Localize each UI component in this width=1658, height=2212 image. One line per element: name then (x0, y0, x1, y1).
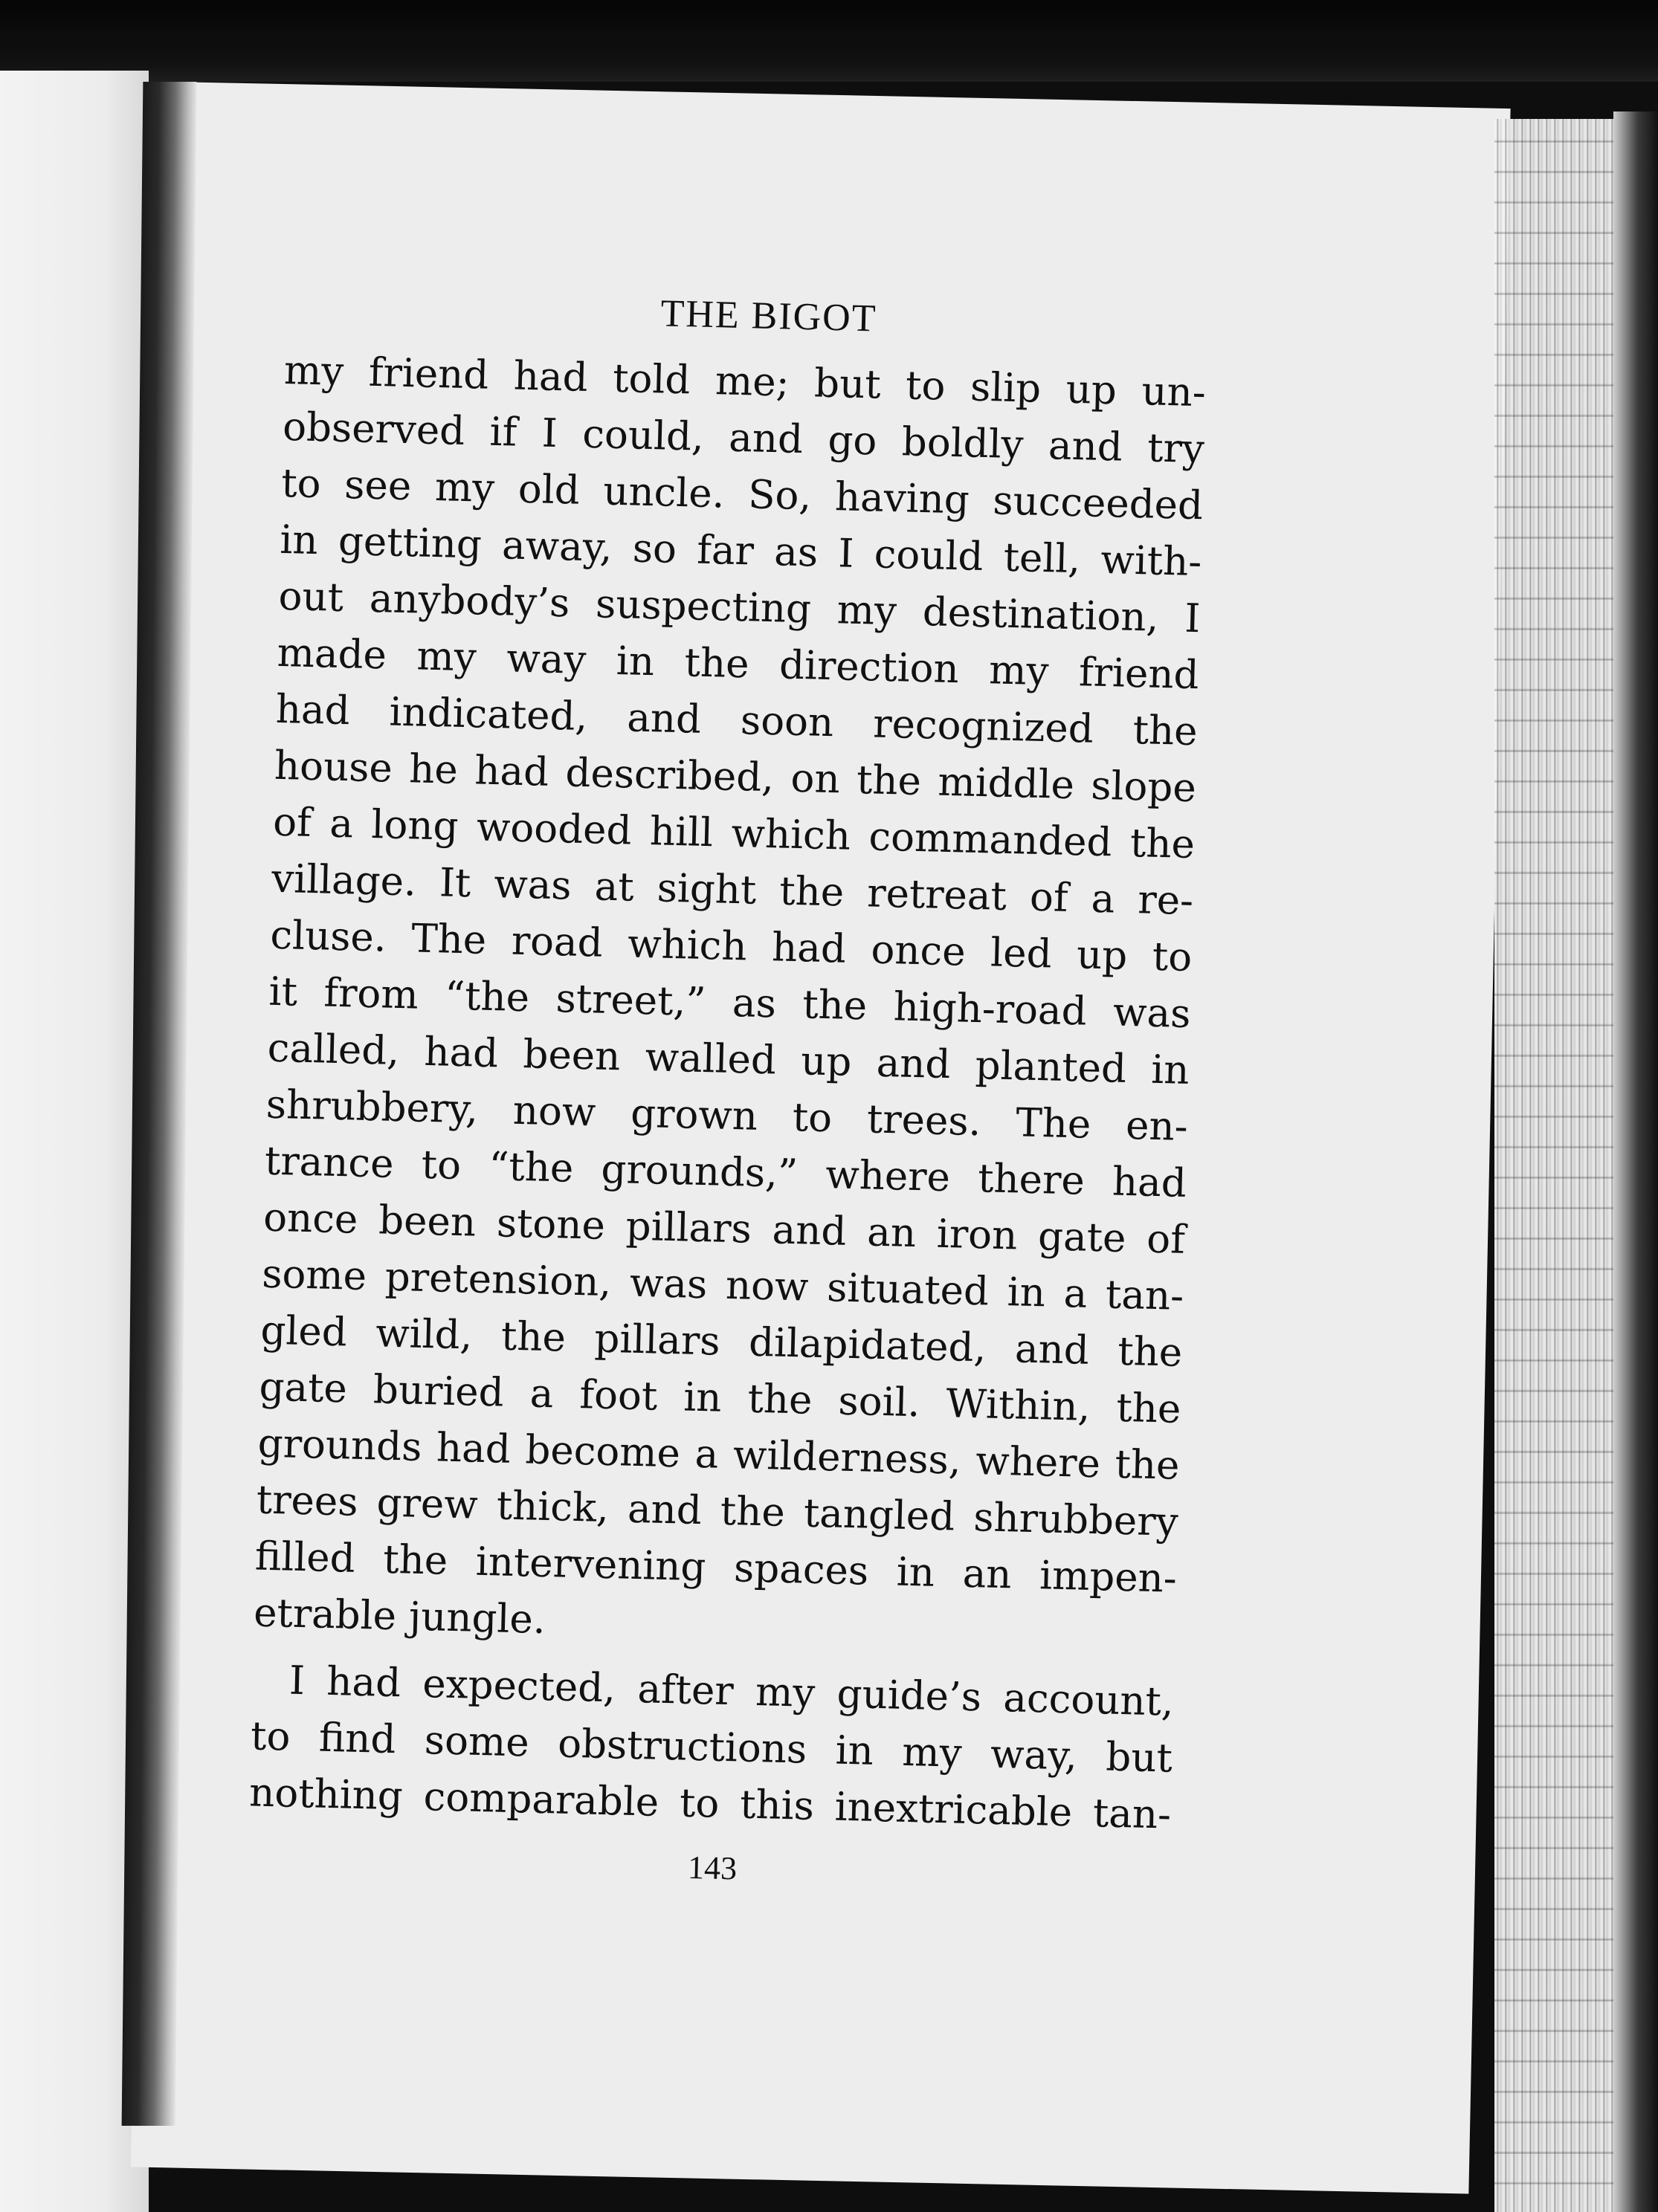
page-fore-edge (1494, 119, 1632, 2212)
text-line: of a long wooded hill which commanded the (272, 799, 1196, 868)
background-shadow (0, 0, 1658, 82)
running-head: THE BIGOT (659, 292, 878, 340)
paragraph-2 (248, 1652, 1174, 1843)
text-line: in getting away, so far as I could tell, with- (279, 517, 1202, 586)
text-line: had indicated, and soon recognized the (275, 686, 1199, 755)
paragraph-1 (253, 343, 1206, 1664)
text-line: cluse. The road which had once led up to (269, 912, 1193, 981)
text-line: gled wild, the pillars dilapidated, and the (259, 1307, 1183, 1376)
text-line: gate buried a foot in the soil. Within, the (258, 1364, 1182, 1432)
text-line: etrable jungle. (253, 1590, 546, 1643)
text-line: called, had been walled up and planted in (267, 1025, 1190, 1093)
text-line: some pretension, was now situated in a tan- (261, 1251, 1184, 1319)
text-line: village. It was at sight the retreat of a re- (271, 856, 1194, 925)
text-line: it from “the street,” as the high-road was (268, 968, 1192, 1038)
edge-shadow (1613, 111, 1658, 2212)
text-line: I had expected, after my guide’s account, (288, 1658, 1175, 1725)
text-line: once been stone pillars and an iron gate of (262, 1194, 1186, 1263)
text-line: my friend had told me; but to slip up un- (283, 347, 1207, 416)
text-line: to see my old uncle. So, having succeeded (280, 460, 1204, 529)
text-line: made my way in the direction my friend (277, 630, 1200, 699)
text-line: grounds had become a wilderness, where the (257, 1420, 1181, 1489)
text-line: to find some obstructions in my way, but (250, 1713, 1173, 1782)
page-text-block (248, 282, 1208, 1898)
text-line: trance to “the grounds,” where there had (264, 1138, 1187, 1206)
text-line: shrubbery, now grown to trees. The en- (265, 1081, 1189, 1150)
text-line: nothing comparable to this inextricable tan- (248, 1770, 1172, 1838)
page-number: 143 (687, 1849, 738, 1887)
text-line: house he had described, on the middle slope (274, 743, 1197, 812)
text-line: out anybody’s suspecting my destination, I (277, 573, 1201, 642)
text-line: filled the intervening spaces in an impen- (254, 1533, 1178, 1602)
text-line: trees grew thick, and the tangled shrubbery (256, 1477, 1179, 1545)
text-line: observed if I could, and go boldly and try (282, 404, 1205, 473)
